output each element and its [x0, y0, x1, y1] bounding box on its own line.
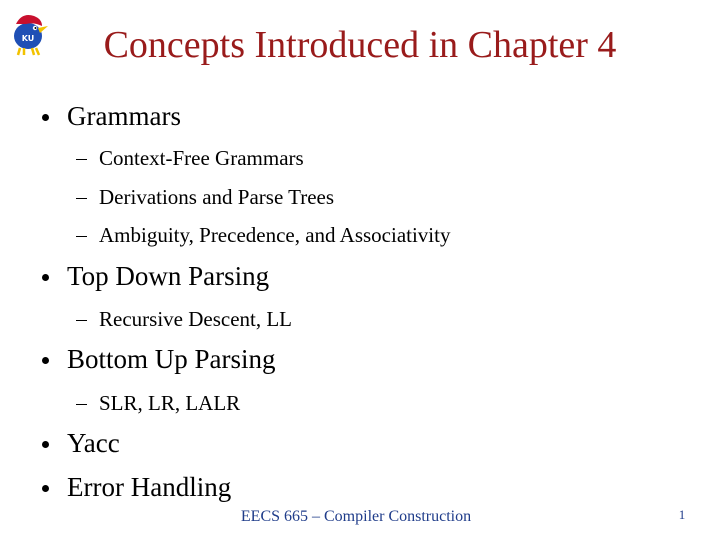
sub-bullet-text: Ambiguity, Precedence, and Associativity [99, 223, 451, 247]
bullet-text: Bottom Up Parsing [67, 344, 276, 374]
bullet-dot-icon [42, 485, 49, 492]
bullet-text: Error Handling [67, 472, 232, 502]
bullet-dot-icon [42, 357, 49, 364]
bullet-dot-icon [42, 274, 49, 281]
page-number: 1 [678, 507, 686, 522]
slide-footer: EECS 665 – Compiler Construction [240, 508, 472, 525]
dash-icon [76, 236, 87, 237]
sub-bullet-text: Context-Free Grammars [99, 146, 304, 170]
dash-icon [76, 404, 87, 405]
bullet-dot-icon [42, 114, 49, 121]
sub-bullet-text: Derivations and Parse Trees [99, 185, 335, 209]
sub-bullet-text: Recursive Descent, LL [99, 307, 293, 331]
bullet-text: Grammars [67, 101, 181, 131]
bullet-dot-icon [42, 441, 49, 448]
dash-icon [76, 159, 87, 160]
slide-title: Concepts Introduced in Chapter 4 [103, 24, 617, 66]
bullet-text: Yacc [67, 428, 120, 458]
dash-icon [76, 320, 87, 321]
logo-ku-text: KU [21, 34, 35, 43]
sub-bullet-text: SLR, LR, LALR [99, 391, 241, 415]
dash-icon [76, 198, 87, 199]
bullet-text: Top Down Parsing [67, 261, 270, 291]
